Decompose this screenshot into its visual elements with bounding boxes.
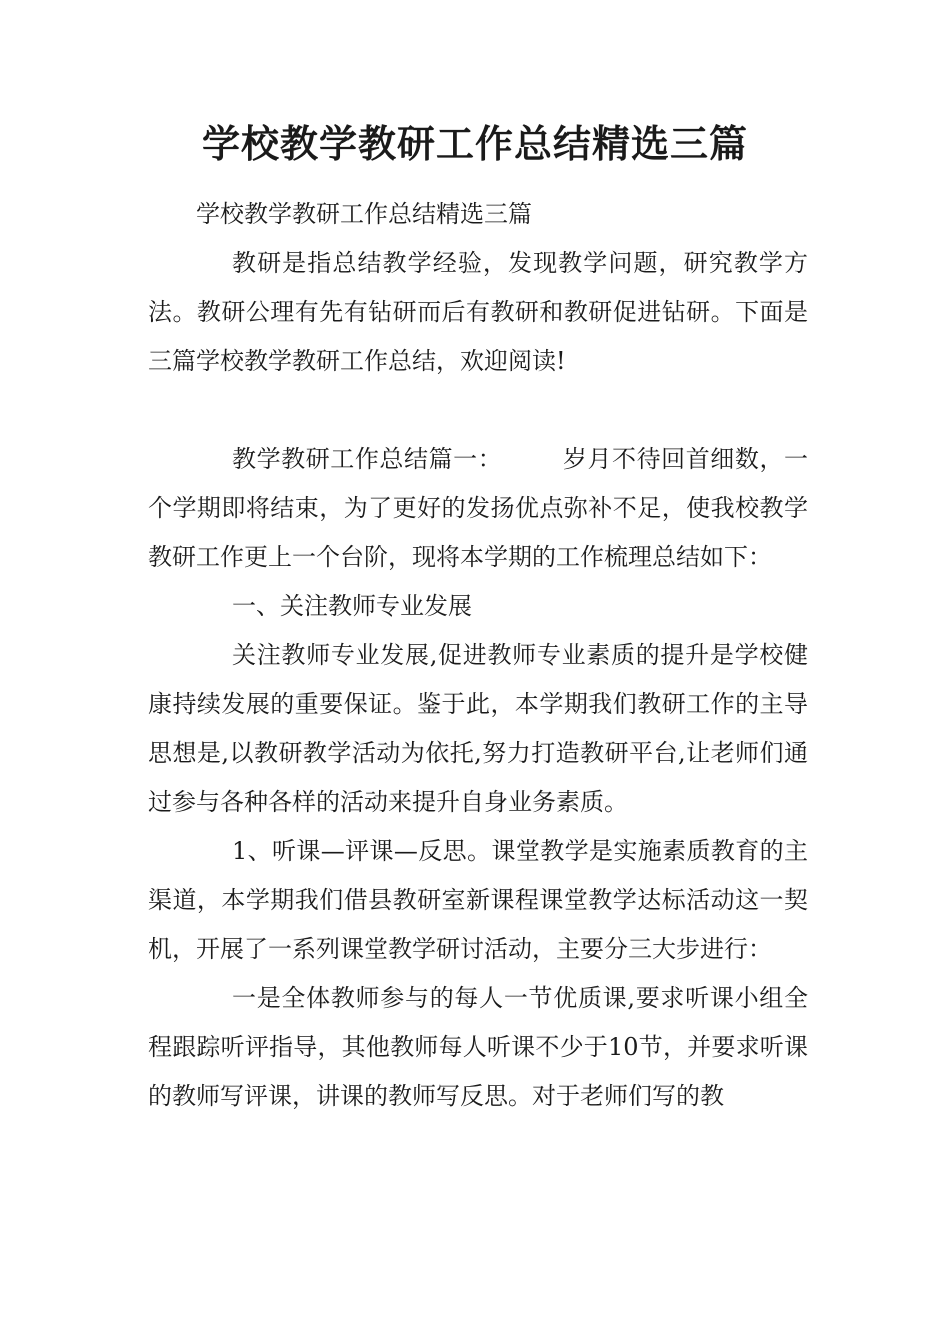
section-heading: 一、关注教师专业发展 [232,592,472,620]
article-opening-paragraph [148,435,808,582]
intro-paragraph: 教研是指总结教学经验，发现教学问题，研究教学方法。教研公理有先有钻研而后有教研和教研促进钻研。下面是三篇学校教学教研工作总结，欢迎阅读! [148,249,808,375]
paragraph-spacer [148,386,808,435]
document-subtitle: 学校教学教研工作总结精选三篇 [196,200,532,228]
body-paragraph-3: 一是全体教师参与的每人一节优质课,要求听课小组全程跟踪听评指导，其他教师每人听课不少于10节，并要求听课的教师写评课，讲课的教师写反思。对于老师们写的教 [148,984,808,1110]
article-opening: 岁月不待回首细数，一个学期即将结束，为了更好的发扬优点弥补不足，使我校教学教研工作更上一个台阶，现将本学期的工作梳理总结如下： [148,445,809,571]
body-paragraph-1: 关注教师专业发展,促进教师专业素质的提升是学校健康持续发展的重要保证。鉴于此，本学期我们教研工作的主导思想是,以教研教学活动为依托,努力打造教研平台,让老师们通过参与各种各样的活动来提升自身业务素质。 [148,641,808,816]
body-paragraph-2: 1、听课—评课—反思。课堂教学是实施素质教育的主渠道，本学期我们借县教研室新课程课堂教学达标活动这一契机，开展了一系列课堂教学研讨活动，主要分三大步进行： [148,837,808,963]
document-title: 学校教学教研工作总结精选三篇 [201,121,748,166]
document-body [148,190,808,1121]
article-heading: 教学教研工作总结篇一： [232,445,503,473]
